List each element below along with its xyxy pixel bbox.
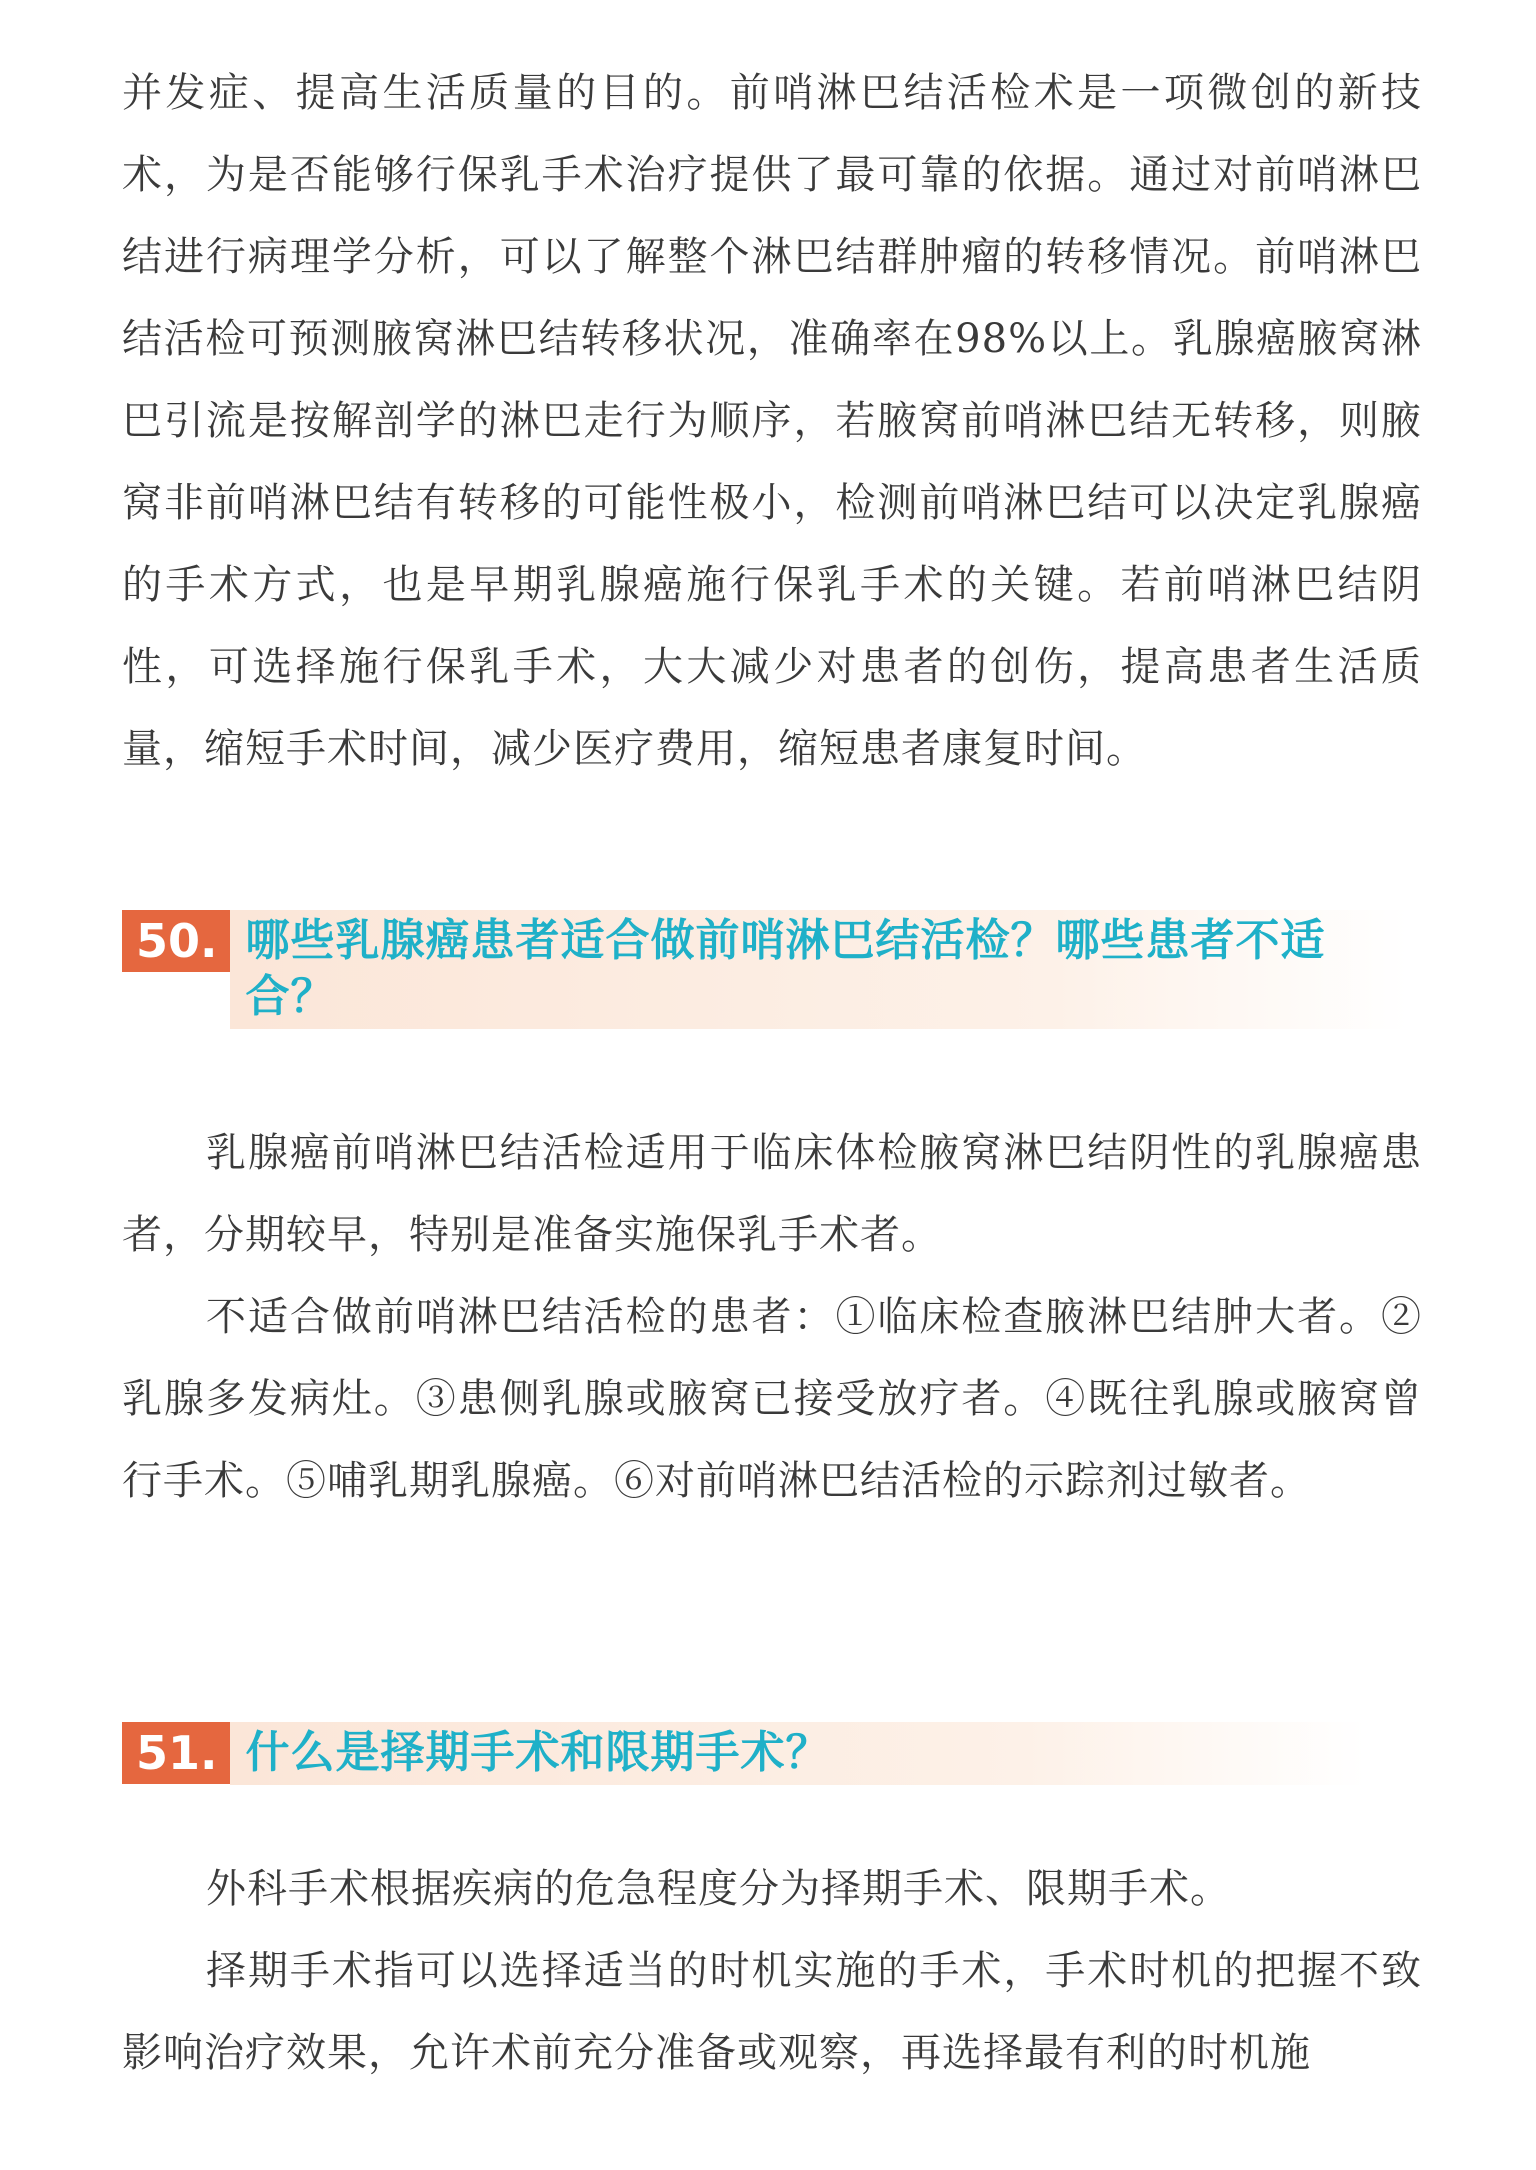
section-title-band <box>230 910 1408 1029</box>
intro-paragraph: 并发症、提高生活质量的目的。前哨淋巴结活检术是一项微创的新技术，为是否能够行保乳手术治疗提供了最可靠的依据。通过对前哨淋巴结进行病理学分析，可以了解整个淋巴结群肿瘤的转移情况。前哨淋巴结活检可预测腋窝淋巴结转移状况，准确率在98%以上。乳腺癌腋窝淋巴引流是按解剖学的淋巴走行为顺序，若腋窝前哨淋巴结无转移，则腋窝非前哨淋巴结有转移的可能性极小，检测前哨淋巴结可以决定乳腺癌的手术方式，也是早期乳腺癌施行保乳手术的关键。若前哨淋巴结阴性，可选择施行保乳手术，大大减少对患者的创伤，提高患者生活质量，缩短手术时间，减少医疗费用，缩短患者康复时间。 <box>122 70 1422 772</box>
section-title-band <box>230 1722 1366 1785</box>
paragraph: 择期手术指可以选择适当的时机实施的手术，手术时机的把握不致影响治疗效果，允许术前充分准备或观察，再选择最有利的时机施 <box>122 1948 1422 2076</box>
section-51-body <box>122 1848 1422 2094</box>
paragraph: 乳腺癌前哨淋巴结活检适用于临床体检腋窝淋巴结阴性的乳腺癌患者，分期较早，特别是准备实施保乳手术者。 <box>122 1130 1422 1258</box>
section-50-body <box>122 1112 1422 1522</box>
section-title: 哪些乳腺癌患者适合做前哨淋巴结活检？哪些患者不适合？ <box>245 915 1326 1022</box>
section-heading-51 <box>122 1722 1366 1785</box>
section-title: 什么是择期手术和限期手术？ <box>245 1727 831 1778</box>
section-number-badge: 51. <box>122 1722 230 1784</box>
section-heading-50 <box>122 910 1408 1029</box>
paragraph: 不适合做前哨淋巴结活检的患者：①临床检查腋淋巴结肿大者。②乳腺多发病灶。③患侧乳腺或腋窝已接受放疗者。④既往乳腺或腋窝曾行手术。⑤哺乳期乳腺癌。⑥对前哨淋巴结活检的示踪剂过敏者。 <box>122 1294 1422 1504</box>
section-number-badge: 50. <box>122 910 230 972</box>
intro-text-block <box>122 52 1422 790</box>
paragraph: 外科手术根据疾病的危急程度分为择期手术、限期手术。 <box>206 1866 1231 1912</box>
